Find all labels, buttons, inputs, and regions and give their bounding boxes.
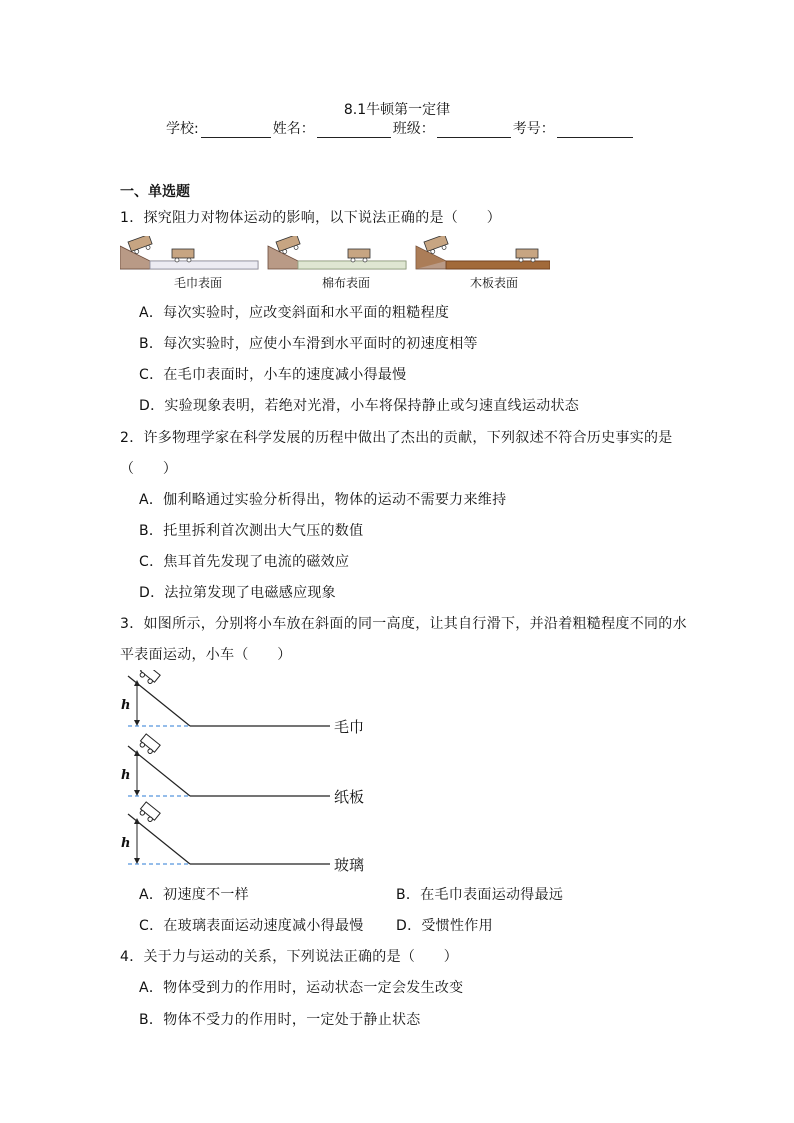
q3-figure — [118, 670, 378, 874]
q2-option-d[interactable]: D．法拉第发现了电磁感应现象 — [139, 585, 336, 601]
exam-number-blank — [557, 123, 633, 138]
q1-option-a[interactable]: A．每次实验时，应改变斜面和水平面的粗糙程度 — [139, 305, 450, 321]
ramp-towel — [128, 670, 330, 726]
towel-label: 毛巾 — [334, 718, 365, 736]
q3-option-d[interactable]: D．受惯性作用 — [396, 918, 493, 934]
towel-surface-label: 毛巾表面 — [174, 276, 223, 290]
q1-option-d[interactable]: D．实验现象表明，若绝对光滑，小车将保持静止或匀速直线运动状态 — [139, 398, 580, 414]
q2-option-b[interactable]: B．托里拆利首次测出大气压的数值 — [139, 523, 364, 539]
height-label-2: h — [121, 768, 131, 783]
towel-surface-setup — [120, 236, 258, 269]
cardboard-label: 纸板 — [334, 788, 365, 806]
class-label: 班级： — [392, 121, 435, 137]
q2-option-c[interactable]: C．焦耳首先发现了电流的磁效应 — [139, 554, 350, 570]
height-label-3: h — [121, 836, 131, 851]
q1-figure — [120, 236, 550, 292]
name-blank — [317, 123, 391, 138]
wood-surface-label: 木板表面 — [470, 276, 519, 290]
question-3-stem: 3．如图所示，分别将小车放在斜面的同一高度，让其自行滑下，并沿着粗糙程度不同的水 — [120, 616, 687, 632]
school-label: 学校: — [166, 121, 199, 137]
question-2-stem-cont: （ ） — [120, 461, 178, 477]
question-1-stem: 1．探究阻力对物体运动的影响，以下说法正确的是（ ） — [120, 210, 502, 226]
q2-option-a[interactable]: A．伽利略通过实验分析得出，物体的运动不需要力来维持 — [139, 492, 507, 508]
cotton-surface-label: 棉布表面 — [322, 276, 371, 290]
q3-ramps-svg — [118, 670, 378, 870]
page-title: 8.1牛顿第一定律 — [343, 102, 451, 118]
name-label: 姓名： — [272, 121, 315, 137]
section-heading: 一、单选题 — [120, 184, 190, 200]
q3-option-a[interactable]: A．初速度不一样 — [139, 887, 249, 903]
q1-surfaces-svg — [120, 236, 550, 276]
question-4-stem: 4．关于力与运动的关系，下列说法正确的是（ ） — [120, 949, 459, 965]
wood-surface-setup — [416, 236, 550, 269]
height-label-1: h — [121, 698, 131, 713]
school-blank — [201, 123, 271, 138]
q3-option-c[interactable]: C．在玻璃表面运动速度减小得最慢 — [139, 918, 364, 934]
cotton-surface-setup — [268, 236, 406, 269]
question-3-stem-cont: 平表面运动，小车（ ） — [120, 647, 292, 663]
exam-number-label: 考号： — [512, 121, 555, 137]
ramp-cardboard — [128, 734, 330, 796]
ramp-glass — [128, 802, 330, 864]
q1-option-b[interactable]: B．每次实验时，应使小车滑到水平面时的初速度相等 — [139, 336, 478, 352]
q4-option-a[interactable]: A．物体受到力的作用时，运动状态一定会发生改变 — [139, 980, 464, 996]
question-2-stem: 2．许多物理学家在科学发展的历程中做出了杰出的贡献，下列叙述不符合历史事实的是 — [120, 430, 673, 446]
q1-option-c[interactable]: C．在毛巾表面时，小车的速度减小得最慢 — [139, 367, 407, 383]
q3-option-b[interactable]: B．在毛巾表面运动得最远 — [396, 887, 564, 903]
q4-option-b[interactable]: B．物体不受力的作用时，一定处于静止状态 — [139, 1012, 421, 1028]
class-blank — [437, 123, 511, 138]
glass-label: 玻璃 — [334, 856, 365, 874]
student-info-line — [166, 118, 635, 138]
